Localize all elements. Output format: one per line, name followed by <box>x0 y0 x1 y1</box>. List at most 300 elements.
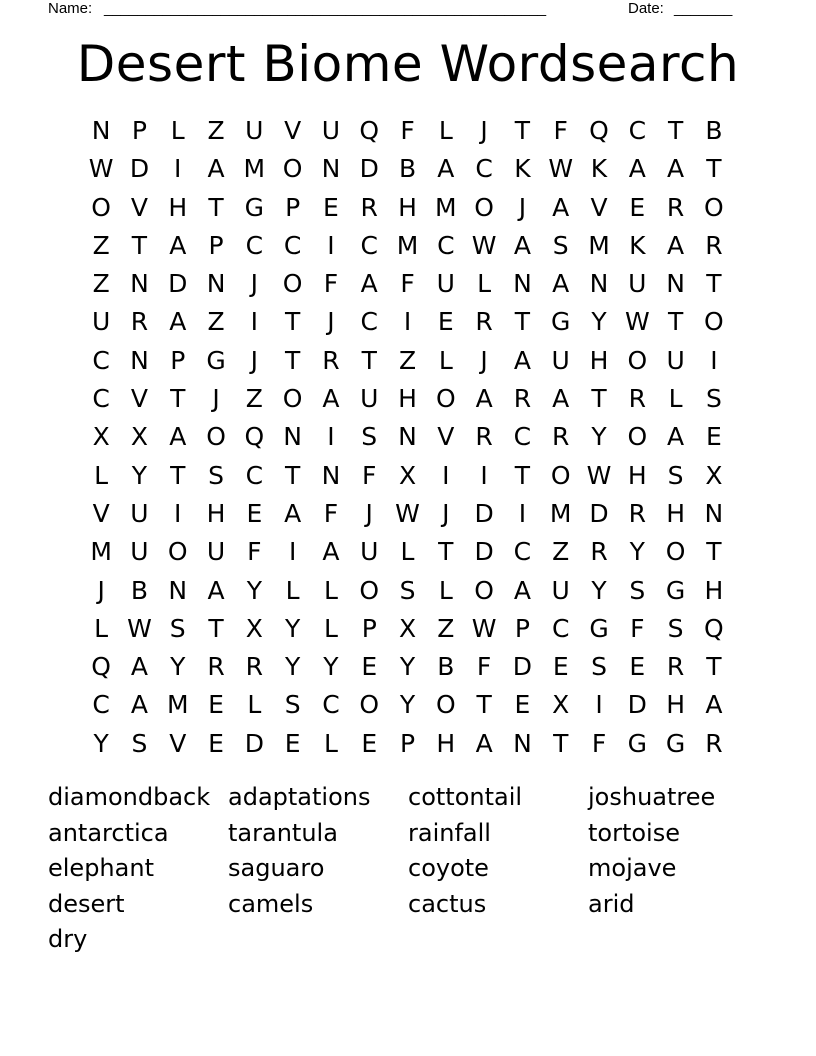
grid-letter[interactable]: Q <box>244 422 265 452</box>
grid-letter[interactable]: O <box>474 575 494 605</box>
grid-letter[interactable]: E <box>361 728 378 758</box>
grid-letter[interactable]: N <box>666 269 685 299</box>
grid-letter[interactable]: Z <box>245 384 263 414</box>
grid-letter[interactable]: Y <box>591 422 607 452</box>
grid-letter[interactable]: B <box>130 575 149 605</box>
grid-letter[interactable]: U <box>206 537 226 567</box>
grid-letter[interactable]: O <box>282 269 303 299</box>
grid-letter[interactable]: I <box>327 230 335 260</box>
grid-letter[interactable]: C <box>92 384 110 414</box>
grid-letter[interactable]: A <box>552 384 570 414</box>
grid-letter[interactable]: H <box>666 498 685 528</box>
grid-letter[interactable]: A <box>437 154 455 184</box>
grid-letter[interactable]: N <box>398 422 417 452</box>
grid-letter[interactable]: J <box>442 498 450 528</box>
grid-letter[interactable]: T <box>514 307 531 337</box>
grid-letter[interactable]: M <box>588 230 610 260</box>
grid-letter[interactable]: W <box>88 154 114 184</box>
grid-letter[interactable]: G <box>627 728 647 758</box>
grid-letter[interactable]: D <box>589 498 609 528</box>
grid-letter[interactable]: F <box>323 269 339 299</box>
grid-letter[interactable]: Z <box>207 307 225 337</box>
grid-letter[interactable]: C <box>360 307 378 337</box>
grid-letter[interactable]: J <box>480 116 488 145</box>
grid-letter[interactable]: I <box>480 460 488 490</box>
grid-letter[interactable]: C <box>437 230 455 260</box>
grid-letter[interactable]: H <box>436 728 456 758</box>
grid-letter[interactable]: Q <box>589 116 609 145</box>
grid-letter[interactable]: S <box>399 575 416 605</box>
grid-letter[interactable]: Y <box>399 690 416 720</box>
grid-letter[interactable]: H <box>627 460 647 490</box>
grid-letter[interactable]: C <box>245 460 264 490</box>
grid-row <box>82 303 733 341</box>
grid-letter[interactable]: Z <box>92 230 110 260</box>
grid-letter[interactable]: Y <box>323 652 339 682</box>
grid-letter[interactable]: A <box>552 269 570 299</box>
grid-letter[interactable]: Y <box>591 307 607 337</box>
grid-letter[interactable]: T <box>208 192 224 222</box>
grid-letter[interactable]: L <box>170 116 185 145</box>
word-list-item: antarctica <box>48 818 169 847</box>
grid-letter[interactable]: O <box>435 384 456 414</box>
grid-letter[interactable]: X <box>130 422 149 452</box>
grid-letter[interactable]: P <box>399 728 416 758</box>
grid-letter[interactable]: V <box>284 116 302 145</box>
grid-letter[interactable]: E <box>552 652 569 682</box>
date-field-line[interactable]: _______ <box>674 0 733 17</box>
grid-letter[interactable]: A <box>130 652 148 682</box>
grid-row <box>82 572 733 610</box>
grid-letter[interactable]: R <box>628 384 646 414</box>
grid-letter[interactable]: K <box>629 230 646 260</box>
grid-letter[interactable]: N <box>321 154 341 184</box>
grid-letter[interactable]: K <box>514 154 531 184</box>
grid-letter[interactable]: N <box>513 269 532 299</box>
date-label: Date: <box>628 0 664 17</box>
grid-letter[interactable]: L <box>438 345 453 375</box>
grid-letter[interactable]: Z <box>207 116 225 145</box>
grid-letter[interactable]: O <box>206 422 226 452</box>
grid-letter[interactable]: C <box>360 230 378 260</box>
word-list-item: joshuatree <box>588 783 716 811</box>
grid-letter[interactable]: L <box>285 575 300 605</box>
grid-letter[interactable]: G <box>665 728 686 758</box>
grid-letter[interactable]: X <box>92 422 110 452</box>
grid-letter[interactable]: L <box>438 575 453 605</box>
grid-letter[interactable]: F <box>400 269 415 299</box>
grid-letter[interactable]: E <box>208 690 224 720</box>
grid-letter[interactable]: F <box>400 116 415 145</box>
grid-letter[interactable]: S <box>629 575 646 605</box>
grid-letter[interactable]: S <box>591 652 607 682</box>
grid-letter[interactable]: O <box>627 345 648 375</box>
grid-letter[interactable]: E <box>246 498 263 528</box>
grid-letter[interactable]: D <box>627 690 647 720</box>
grid-letter[interactable]: O <box>91 192 111 222</box>
grid-letter[interactable]: I <box>250 307 259 337</box>
grid-letter[interactable]: I <box>518 498 527 528</box>
grid-letter[interactable]: R <box>130 307 149 337</box>
grid-letter[interactable]: L <box>94 613 109 643</box>
grid-letter[interactable]: R <box>628 498 646 528</box>
grid-letter[interactable]: U <box>628 269 647 299</box>
grid-letter[interactable]: A <box>475 728 493 758</box>
grid-letter[interactable]: C <box>551 613 570 643</box>
grid-letter[interactable]: W <box>624 307 650 337</box>
grid-letter[interactable]: U <box>360 537 379 567</box>
grid-letter[interactable]: T <box>476 690 492 720</box>
grid-letter[interactable]: M <box>166 690 189 720</box>
grid-letter[interactable]: O <box>474 192 494 222</box>
grid-letter[interactable]: F <box>476 652 492 682</box>
grid-letter[interactable]: W <box>548 154 574 184</box>
grid-letter[interactable]: A <box>169 230 187 260</box>
grid-letter[interactable]: A <box>207 154 225 184</box>
grid-letter[interactable]: G <box>551 307 571 337</box>
grid-letter[interactable]: Q <box>704 613 724 643</box>
grid-letter[interactable]: E <box>437 307 454 337</box>
grid-letter[interactable]: D <box>129 154 150 184</box>
grid-letter[interactable]: O <box>704 307 724 337</box>
grid-letter[interactable]: I <box>327 422 335 452</box>
grid-letter[interactable]: E <box>323 192 339 222</box>
grid-letter[interactable]: T <box>706 652 722 682</box>
grid-letter[interactable]: U <box>436 269 455 299</box>
grid-letter[interactable]: A <box>322 537 340 567</box>
grid-letter[interactable]: S <box>667 613 684 643</box>
grid-letter[interactable]: E <box>284 728 301 758</box>
grid-letter[interactable]: T <box>438 537 454 567</box>
grid-letter[interactable]: U <box>91 307 111 337</box>
grid-letter[interactable]: S <box>131 728 148 758</box>
grid-letter[interactable]: R <box>590 537 608 567</box>
grid-letter[interactable]: D <box>244 728 264 758</box>
grid-letter[interactable]: A <box>513 230 531 260</box>
grid-letter[interactable]: C <box>513 537 532 567</box>
grid-letter[interactable]: L <box>477 269 492 299</box>
grid-letter[interactable]: T <box>706 269 722 299</box>
grid-letter[interactable]: W <box>395 498 420 528</box>
grid-letter[interactable]: W <box>471 230 497 260</box>
grid-letter[interactable]: L <box>94 460 109 490</box>
grid-letter[interactable]: A <box>667 422 685 452</box>
grid-letter[interactable]: A <box>169 422 187 452</box>
grid-letter[interactable]: C <box>322 690 340 720</box>
grid-letter[interactable]: T <box>514 460 531 490</box>
grid-letter[interactable]: O <box>359 690 380 720</box>
grid-letter[interactable]: N <box>91 116 111 145</box>
grid-letter[interactable]: D <box>474 498 494 528</box>
grid-letter[interactable]: H <box>704 575 724 605</box>
grid-letter[interactable]: Y <box>591 575 607 605</box>
grid-letter[interactable]: L <box>438 116 453 145</box>
grid-letter[interactable]: I <box>174 498 182 528</box>
grid-letter[interactable]: Z <box>92 269 110 299</box>
grid-letter[interactable]: Q <box>359 116 380 145</box>
grid-letter[interactable]: T <box>591 384 607 414</box>
grid-letter[interactable]: Q <box>91 652 111 682</box>
grid-letter[interactable]: A <box>552 192 570 222</box>
grid-letter[interactable]: Y <box>284 613 301 643</box>
grid-letter[interactable]: I <box>403 307 412 337</box>
grid-letter[interactable]: C <box>92 690 110 720</box>
grid-letter[interactable]: R <box>322 345 340 375</box>
grid-letter[interactable]: X <box>705 460 723 490</box>
grid-letter[interactable]: C <box>628 116 647 145</box>
grid-letter[interactable]: X <box>398 460 417 490</box>
grid-letter[interactable]: S <box>208 460 224 490</box>
grid-letter[interactable]: T <box>361 345 377 375</box>
grid-letter[interactable]: A <box>207 575 225 605</box>
grid-letter[interactable]: E <box>706 422 722 452</box>
grid-letter[interactable]: U <box>666 345 685 375</box>
grid-letter[interactable]: E <box>629 192 646 222</box>
grid-letter[interactable]: G <box>206 345 226 375</box>
grid-letter[interactable]: I <box>442 460 450 490</box>
grid-letter[interactable]: R <box>666 192 685 222</box>
grid-letter[interactable]: N <box>283 422 302 452</box>
grid-letter[interactable]: X <box>398 613 417 643</box>
word-list-item: tarantula <box>228 818 338 847</box>
grid-letter[interactable]: E <box>514 690 531 720</box>
grid-letter[interactable]: R <box>705 230 723 260</box>
grid-letter[interactable]: F <box>553 116 568 145</box>
grid-letter[interactable]: B <box>437 652 455 682</box>
grid-letter[interactable]: T <box>208 613 224 643</box>
grid-letter[interactable]: Y <box>93 728 109 758</box>
grid-letter[interactable]: N <box>130 345 149 375</box>
grid-letter[interactable]: C <box>513 422 532 452</box>
grid-letter[interactable]: T <box>706 154 722 184</box>
grid-letter[interactable]: O <box>627 422 648 452</box>
grid-letter[interactable]: T <box>170 384 186 414</box>
grid-letter[interactable]: K <box>590 154 608 184</box>
grid-letter[interactable]: U <box>130 537 149 567</box>
grid-letter[interactable]: F <box>323 498 339 528</box>
grid-letter[interactable]: F <box>247 537 262 567</box>
grid-letter[interactable]: H <box>168 192 188 222</box>
grid-letter[interactable]: T <box>284 345 301 375</box>
grid-letter[interactable]: I <box>288 537 297 567</box>
grid-letter[interactable]: T <box>514 116 531 145</box>
grid-letter[interactable]: M <box>549 498 572 528</box>
grid-letter[interactable]: T <box>553 728 569 758</box>
grid-letter[interactable]: P <box>361 613 377 643</box>
grid-letter[interactable]: H <box>398 384 417 414</box>
grid-letter[interactable]: Y <box>629 537 645 567</box>
grid-letter[interactable]: F <box>362 460 377 490</box>
grid-letter[interactable]: D <box>359 154 379 184</box>
grid-letter[interactable]: U <box>130 498 149 528</box>
grid-letter[interactable]: Y <box>284 652 301 682</box>
grid-letter[interactable]: S <box>552 230 569 260</box>
grid-row <box>82 265 733 303</box>
grid-letter[interactable]: P <box>208 230 224 260</box>
grid-letter[interactable]: B <box>705 116 723 145</box>
grid-letter[interactable]: O <box>282 154 303 184</box>
grid-letter[interactable]: I <box>595 690 603 720</box>
grid-letter[interactable]: J <box>97 575 105 605</box>
grid-letter[interactable]: L <box>323 613 338 643</box>
grid-letter[interactable]: P <box>514 613 530 643</box>
grid-letter[interactable]: R <box>475 422 493 452</box>
grid-letter[interactable]: Y <box>170 652 186 682</box>
grid-letter[interactable]: A <box>284 498 302 528</box>
grid-letter[interactable]: W <box>127 613 152 643</box>
grid-letter[interactable]: J <box>327 307 335 337</box>
grid-row <box>82 495 733 533</box>
grid-letter[interactable]: Y <box>131 460 148 490</box>
grid-letter[interactable]: S <box>284 690 301 720</box>
grid-letter[interactable]: J <box>250 345 259 375</box>
grid-letter[interactable]: A <box>705 690 723 720</box>
grid-letter[interactable]: P <box>285 192 301 222</box>
grid-letter[interactable]: U <box>360 384 379 414</box>
grid-letter[interactable]: M <box>90 537 112 567</box>
grid-letter[interactable]: H <box>398 192 417 222</box>
grid-letter[interactable]: N <box>589 269 609 299</box>
grid-letter[interactable]: N <box>704 498 724 528</box>
grid-letter[interactable]: N <box>206 269 226 299</box>
grid-letter[interactable]: U <box>551 575 570 605</box>
grid-letter[interactable]: N <box>321 460 341 490</box>
grid-letter[interactable]: T <box>706 537 722 567</box>
grid-letter[interactable]: J <box>365 498 373 528</box>
grid-letter[interactable]: R <box>475 307 493 337</box>
grid-letter[interactable]: R <box>705 728 723 758</box>
grid-letter[interactable]: L <box>400 537 415 567</box>
grid-letter[interactable]: J <box>480 345 488 375</box>
grid-letter[interactable]: A <box>513 345 531 375</box>
grid-letter[interactable]: V <box>92 498 110 528</box>
grid-letter[interactable]: T <box>667 116 684 145</box>
grid-letter[interactable]: G <box>589 613 609 643</box>
grid-letter[interactable]: A <box>322 384 340 414</box>
grid-letter[interactable]: T <box>131 230 148 260</box>
word-list-item: desert <box>48 889 125 918</box>
grid-letter[interactable]: T <box>284 307 301 337</box>
grid-letter[interactable]: L <box>323 728 338 758</box>
grid-letter[interactable]: A <box>513 575 531 605</box>
grid-letter[interactable]: U <box>321 116 341 145</box>
grid-letter[interactable]: R <box>513 384 532 414</box>
grid-letter[interactable]: A <box>628 154 646 184</box>
grid-letter[interactable]: N <box>130 269 149 299</box>
grid-letter[interactable]: Y <box>246 575 262 605</box>
grid-letter[interactable]: V <box>130 192 148 222</box>
grid-letter[interactable]: C <box>92 345 110 375</box>
grid-letter[interactable]: V <box>590 192 608 222</box>
grid-letter[interactable]: A <box>360 269 378 299</box>
name-field-line[interactable]: _____________________________________________________ <box>104 0 547 17</box>
grid-letter[interactable]: H <box>666 690 685 720</box>
grid-letter[interactable]: R <box>666 652 685 682</box>
grid-letter[interactable]: G <box>665 575 686 605</box>
grid-letter[interactable]: R <box>552 422 570 452</box>
grid-letter[interactable]: E <box>361 652 378 682</box>
grid-letter[interactable]: P <box>131 116 147 145</box>
grid-letter[interactable]: Z <box>398 345 417 375</box>
grid-letter[interactable]: T <box>170 460 186 490</box>
grid-letter[interactable]: G <box>244 192 265 222</box>
grid-letter[interactable]: U <box>551 345 570 375</box>
grid-letter[interactable]: D <box>512 652 533 682</box>
grid-letter[interactable]: S <box>169 613 186 643</box>
grid-letter[interactable]: E <box>629 652 646 682</box>
grid-letter[interactable]: N <box>168 575 188 605</box>
grid-letter[interactable]: W <box>586 460 612 490</box>
grid-letter[interactable]: H <box>206 498 226 528</box>
grid-letter[interactable]: M <box>396 230 419 260</box>
grid-letter[interactable]: Z <box>552 537 570 567</box>
grid-letter[interactable]: Y <box>399 652 416 682</box>
grid-letter[interactable]: F <box>630 613 645 643</box>
grid-letter[interactable]: M <box>435 192 457 222</box>
grid-letter[interactable]: A <box>667 230 685 260</box>
grid-letter[interactable]: A <box>475 384 493 414</box>
grid-letter[interactable]: R <box>207 652 225 682</box>
grid-letter[interactable]: S <box>705 384 722 414</box>
grid-letter[interactable]: C <box>283 230 302 260</box>
grid-letter[interactable]: I <box>174 154 182 184</box>
grid-letter[interactable]: P <box>170 345 186 375</box>
grid-letter[interactable]: J <box>518 192 527 222</box>
grid-letter[interactable]: A <box>169 307 187 337</box>
grid-letter[interactable]: C <box>245 230 264 260</box>
grid-letter[interactable]: S <box>667 460 684 490</box>
grid-letter[interactable]: I <box>710 345 718 375</box>
grid-letter[interactable]: R <box>245 652 264 682</box>
grid-letter[interactable]: O <box>359 575 380 605</box>
grid-letter[interactable]: N <box>513 728 532 758</box>
grid-letter[interactable]: H <box>589 345 609 375</box>
grid-letter[interactable]: J <box>250 269 259 299</box>
grid-letter[interactable]: T <box>667 307 684 337</box>
grid-letter[interactable]: L <box>247 690 262 720</box>
grid-letter[interactable]: E <box>208 728 224 758</box>
grid-letter[interactable]: R <box>360 192 378 222</box>
grid-letter[interactable]: F <box>591 728 607 758</box>
grid-letter[interactable]: C <box>475 154 493 184</box>
grid-letter[interactable]: J <box>212 384 220 414</box>
grid-letter[interactable]: B <box>398 154 417 184</box>
grid-letter[interactable]: V <box>437 422 455 452</box>
grid-letter[interactable]: M <box>243 154 266 184</box>
grid-letter[interactable]: V <box>130 384 148 414</box>
grid-letter[interactable]: L <box>668 384 683 414</box>
grid-letter[interactable]: O <box>282 384 303 414</box>
grid-letter[interactable]: O <box>665 537 686 567</box>
grid-letter[interactable]: O <box>550 460 571 490</box>
grid-letter[interactable]: T <box>284 460 301 490</box>
grid-letter[interactable]: W <box>471 613 497 643</box>
grid-letter[interactable]: X <box>245 613 263 643</box>
grid-letter[interactable]: A <box>130 690 148 720</box>
grid-letter[interactable]: X <box>552 690 570 720</box>
grid-letter[interactable]: O <box>704 192 724 222</box>
grid-letter[interactable]: O <box>435 690 456 720</box>
grid-letter[interactable]: V <box>169 728 187 758</box>
grid-letter[interactable]: D <box>168 269 188 299</box>
grid-letter[interactable]: O <box>167 537 188 567</box>
grid-letter[interactable]: D <box>474 537 494 567</box>
grid-letter[interactable]: U <box>245 116 264 145</box>
grid-letter[interactable]: A <box>667 154 685 184</box>
grid-letter[interactable]: S <box>361 422 378 452</box>
grid-letter[interactable]: L <box>323 575 338 605</box>
grid-letter[interactable]: Z <box>437 613 455 643</box>
